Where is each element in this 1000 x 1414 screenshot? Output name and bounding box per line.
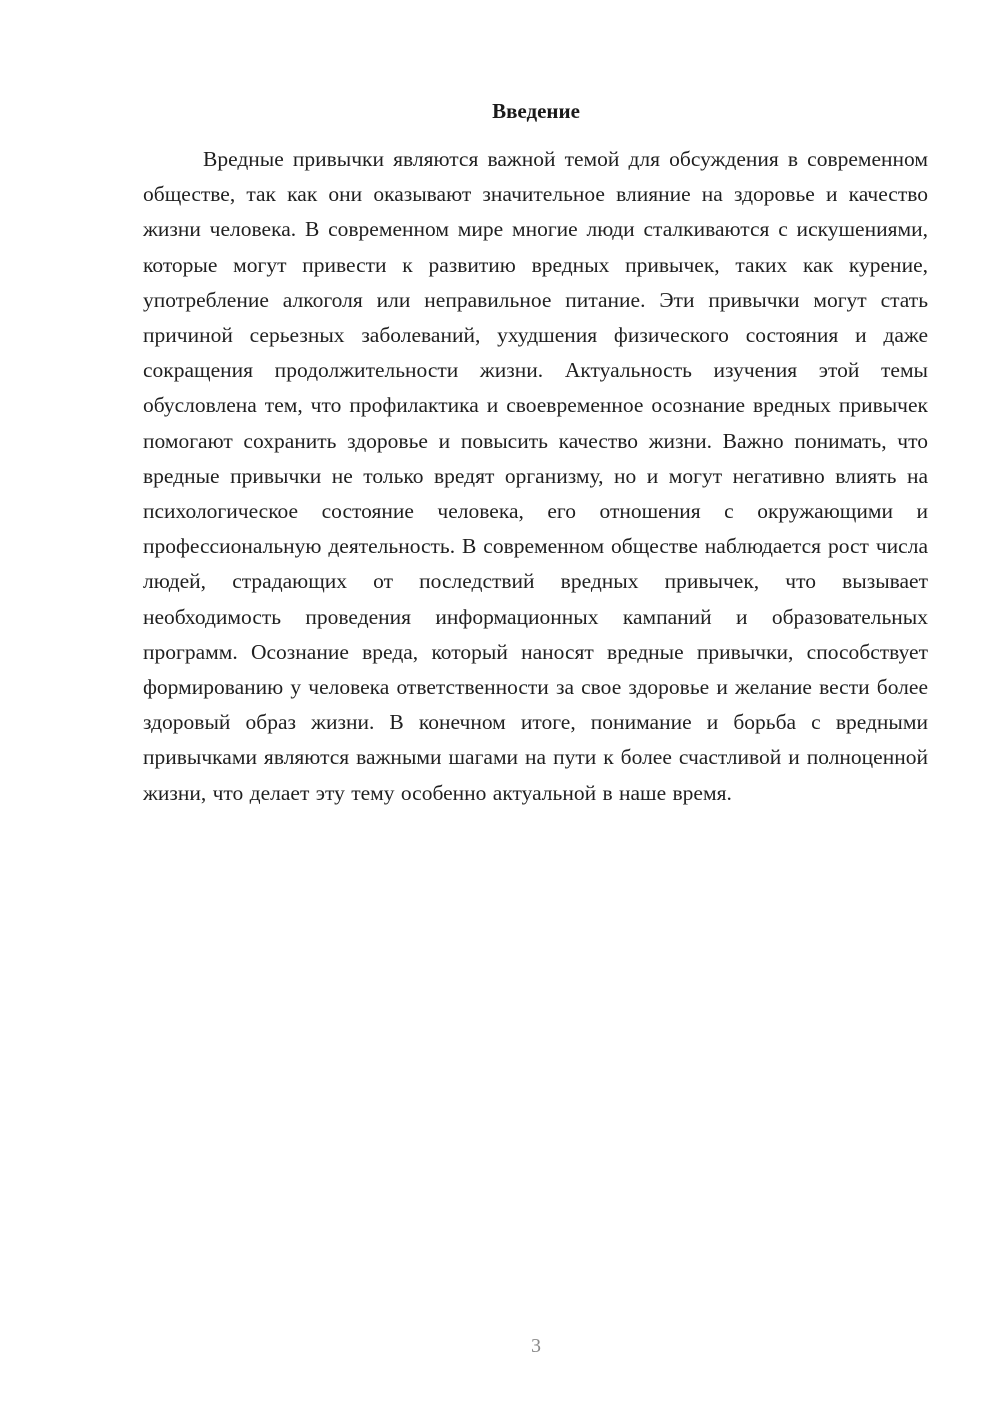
page-number: 3	[531, 1335, 541, 1357]
body-paragraph: Вредные привычки являются важной темой для обсуждения в современном обществе, так как они оказывают значительное влияние на здоровье и качество жизни человека. В современном мире многие люди сталкиваются с искушениями, которые могут привести к развитию вредных привычек, таких как курение, употребление алкоголя или неправильное питание. Эти привычки могут стать причиной серьезных заболеваний, ухудшения физического состояния и даже сокращения продолжительности жизни. Актуальность изучения этой темы обусловлена тем, что профилактика и своевременное осознание вредных привычек помогают сохранить здоровье и повысить качество жизни. Важно понимать, что вредные привычки не только вредят организму, но и могут негативно влиять на психологическое состояние человека, его отношения с окружающими и профессиональную деятельность. В современном обществе наблюдается рост числа людей, страдающих от последствий вредных привычек, что вызывает необходимость проведения информационных кампаний и образовательных программ. Осознание вреда, который наносят вредные привычки, способствует формированию у человека ответственности за свое здоровье и желание вести более здоровый образ жизни. В конечном итоге, понимание и борьба с вредными привычками являются важными шагами на пути к более счастливой и полноценной жизни, что делает эту тему особенно актуальной в наше время.	[143, 147, 928, 805]
section-heading: Введение	[492, 99, 580, 123]
